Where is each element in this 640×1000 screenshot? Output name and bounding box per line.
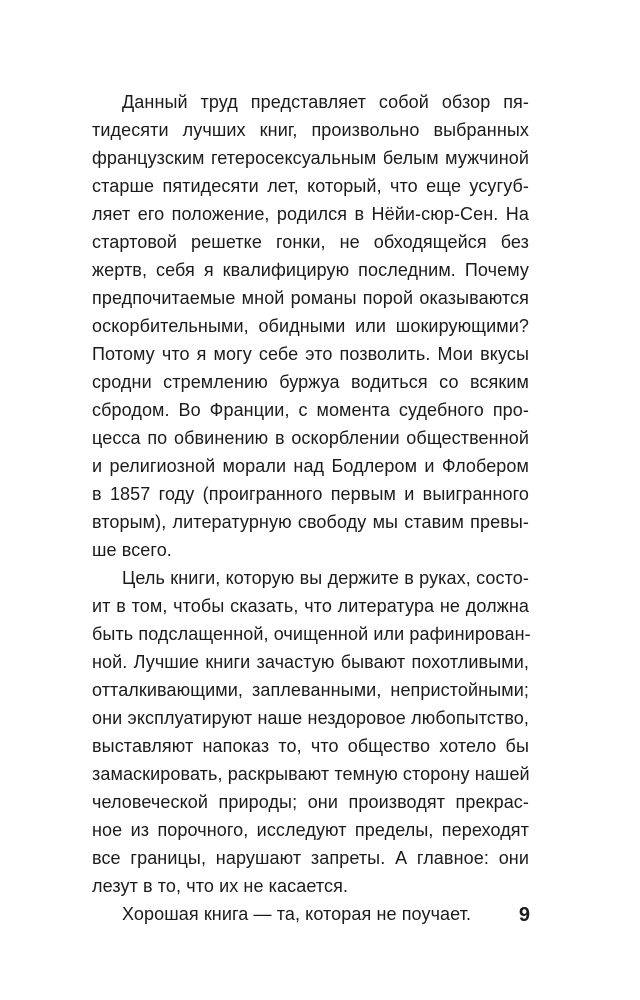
text-line: выставляют напоказ то, что общество хотело бы: [92, 736, 529, 756]
text-line: быть подслащенной, очищенной или рафинирован-: [92, 624, 531, 644]
text-line: предпочитаемые мной романы порой оказываются: [92, 288, 529, 308]
text-line: жертв, себя я квалифицирую последним. Почему: [92, 260, 529, 280]
text-line: человеческой природы; они производят прекрас-: [92, 792, 529, 812]
text-line: оскорбительными, обидными или шокирующими?: [92, 316, 529, 336]
text-line: цесса по обвинению в оскорблении общественной: [92, 428, 529, 448]
text-line: ит в том, чтобы сказать, что литература не должна: [92, 596, 529, 616]
text-line: они эксплуатируют наше нездоровое любопытство,: [92, 708, 529, 728]
text-line: Цель книги, которую вы держите в руках, состо-: [122, 568, 529, 588]
text-line: отталкивающими, заплеванными, непристойными;: [92, 680, 529, 700]
text-line: и религиозной морали над Бодлером и Флобером: [92, 456, 529, 476]
text-line: сродни стремлению буржуа водиться со всяким: [92, 372, 529, 392]
body-text: [92, 88, 529, 928]
text-line: сбродом. Во Франции, с момента судебного про-: [92, 400, 529, 420]
text-line: в 1857 году (проигранного первым и выигранного: [92, 484, 529, 504]
text-line: ше всего.: [92, 540, 172, 560]
text-line: вторым), литературную свободу мы ставим превы-: [92, 512, 529, 532]
text-line: Данный труд представляет собой обзор пя-: [122, 92, 529, 112]
text-line: старше пятидесяти лет, который, что еще усугуб-: [92, 176, 529, 196]
text-line: французским гетеросексуальным белым мужчиной: [92, 148, 529, 168]
text-line: ной. Лучшие книги зачастую бывают похотливыми,: [92, 652, 529, 672]
page-number: 9: [518, 904, 530, 926]
text-line: лезут в то, что их не касается.: [92, 876, 349, 896]
text-line: Потому что я могу себе это позволить. Мои вкусы: [92, 344, 529, 364]
text-line: ляет его положение, родился в Нёйи-сюр-Сен. На: [92, 204, 529, 224]
text-line: тидесяти лучших книг, произвольно выбранных: [92, 120, 529, 140]
text-line: замаскировать, раскрывают темную сторону нашей: [92, 764, 530, 784]
text-line: все границы, нарушают запреты. А главное: они: [92, 848, 529, 868]
text-line: Хорошая книга — та, которая не поучает.: [122, 904, 472, 924]
text-line: стартовой решетке гонки, не обходящейся без: [92, 232, 529, 252]
text-line: ное из порочного, исследуют пределы, переходят: [92, 820, 529, 840]
